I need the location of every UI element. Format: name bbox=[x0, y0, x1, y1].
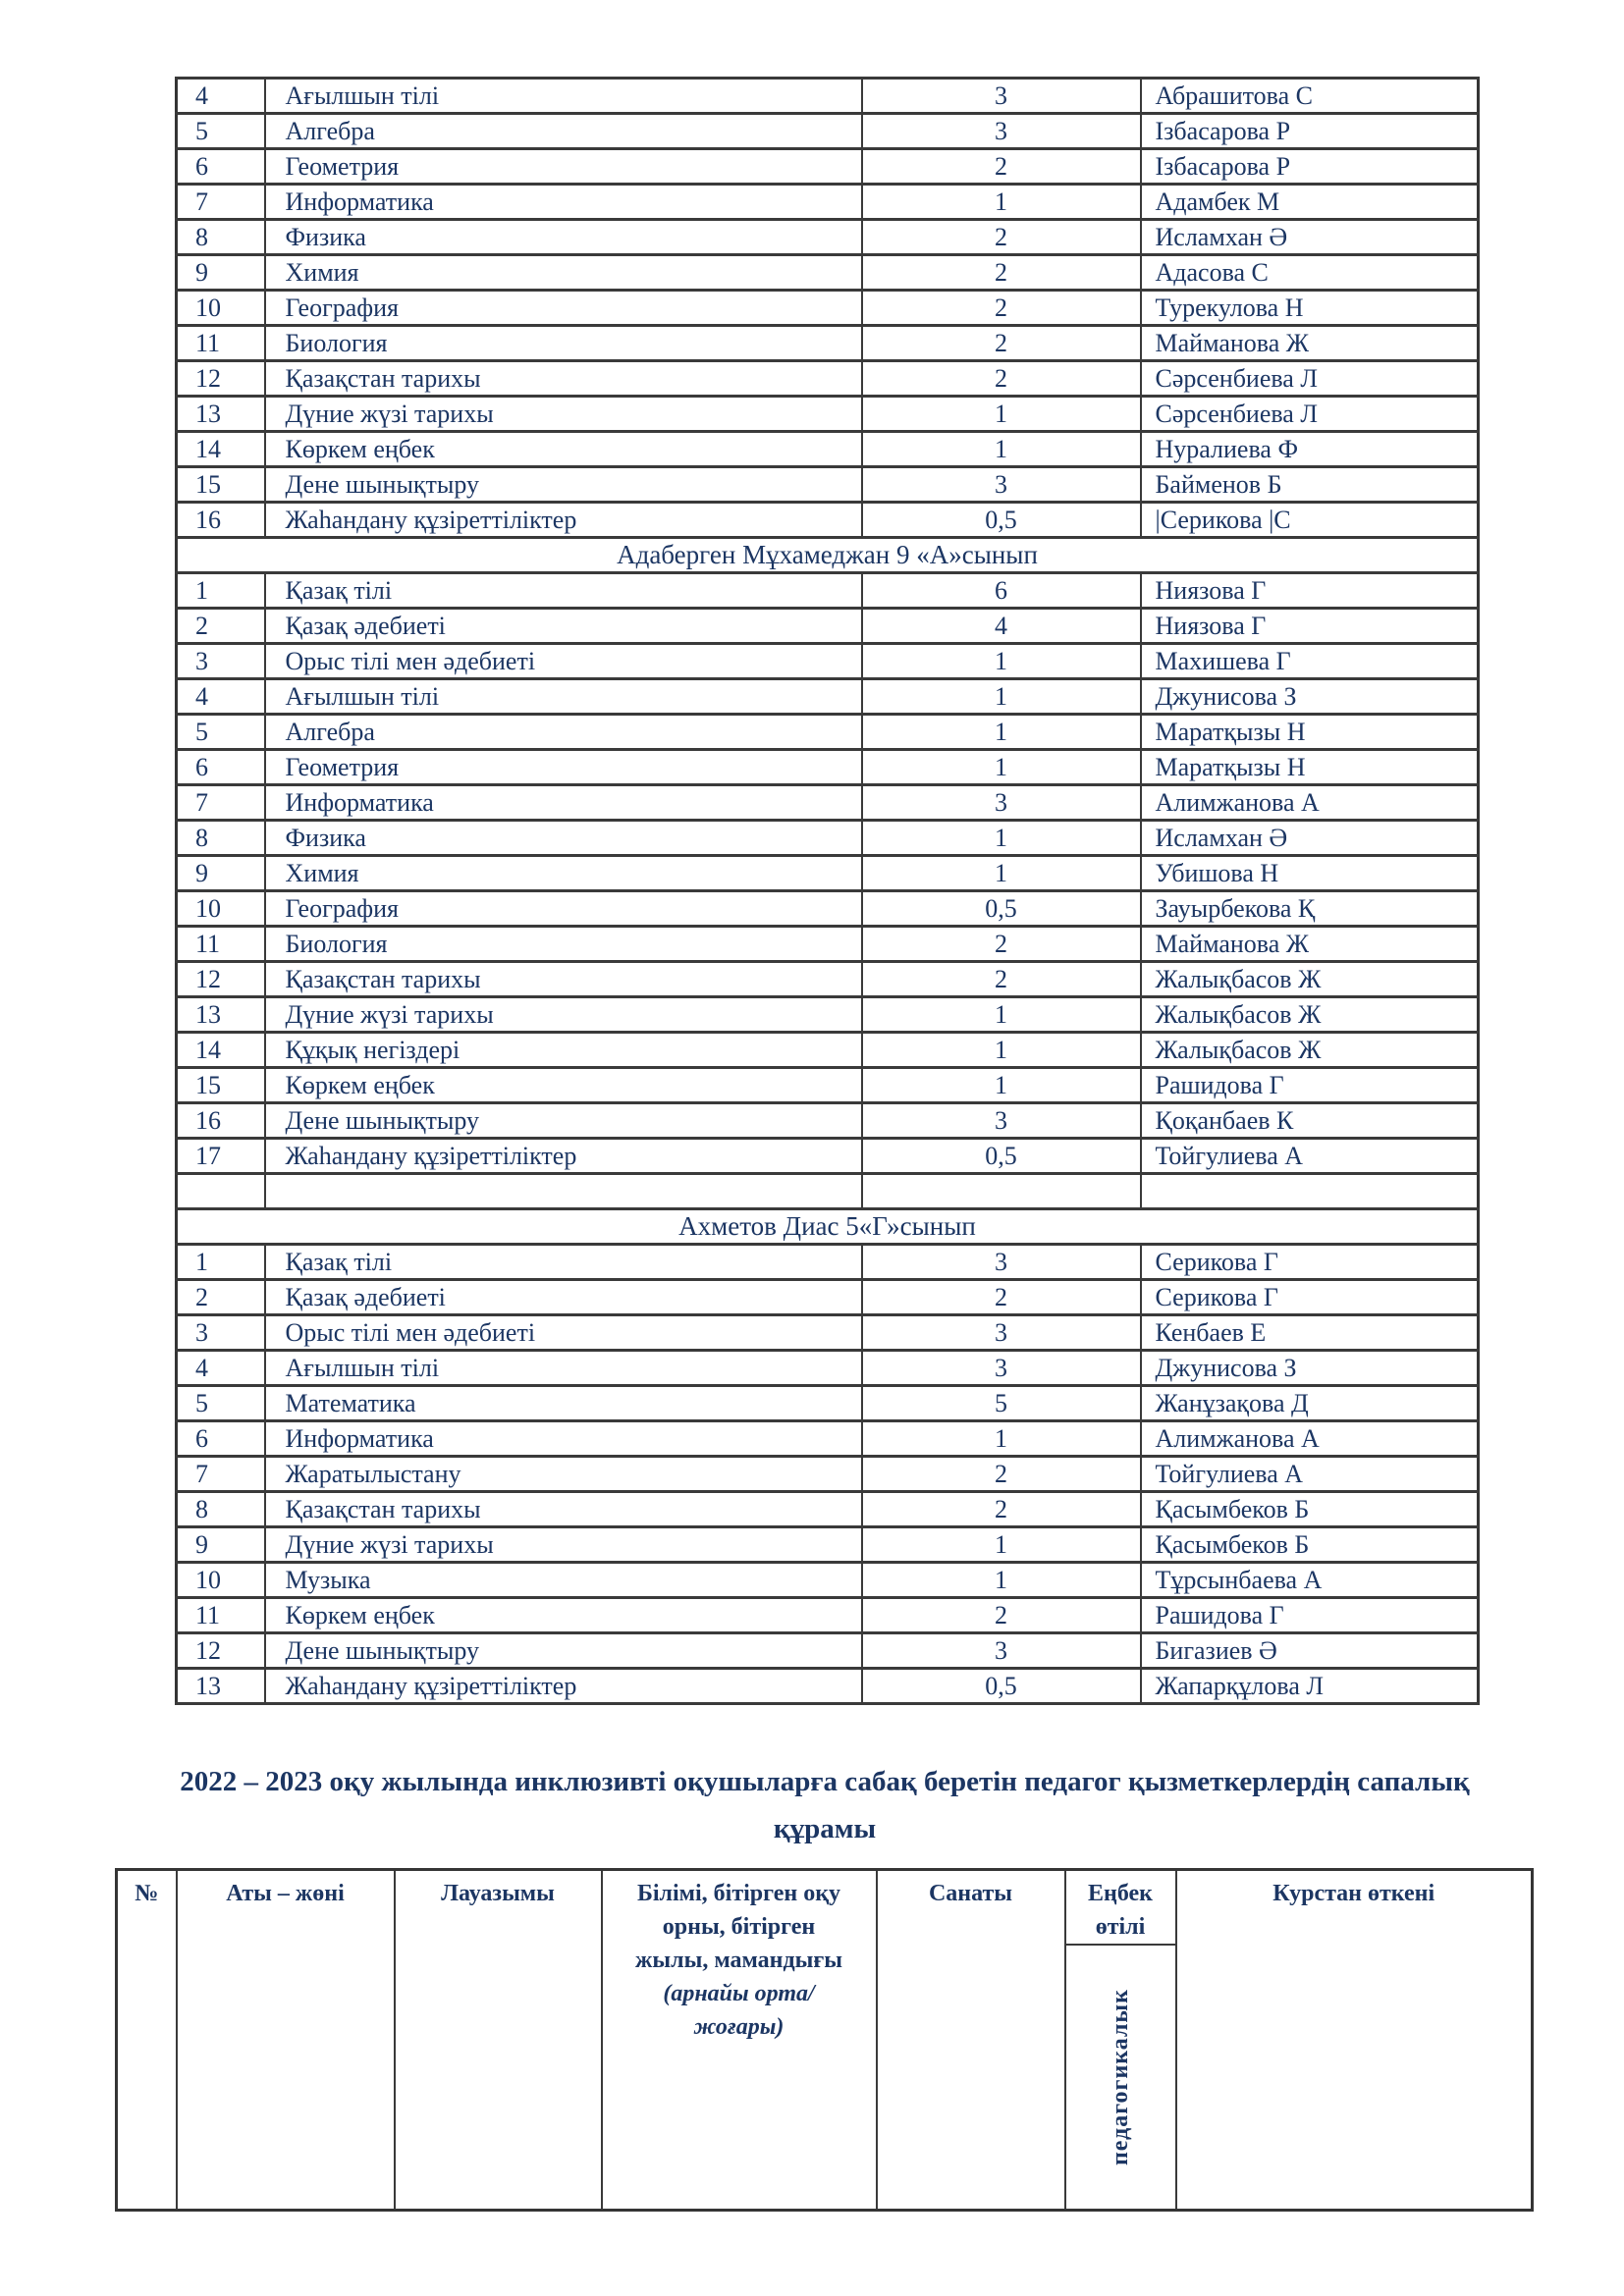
table-row bbox=[177, 114, 1479, 149]
teacher-cell: Тойгулиева А bbox=[1141, 1139, 1479, 1174]
subject-cell: География bbox=[265, 291, 862, 326]
teacher-cell: Маратқызы Н bbox=[1141, 750, 1479, 785]
table-row bbox=[177, 79, 1479, 114]
row-number-cell: 10 bbox=[177, 891, 265, 927]
table-row bbox=[177, 1139, 1479, 1174]
subject-cell: Информатика bbox=[265, 1421, 862, 1457]
teacher-cell: Жалықбасов Ж bbox=[1141, 997, 1479, 1033]
row-number-cell: 11 bbox=[177, 1598, 265, 1633]
table-row bbox=[177, 432, 1479, 467]
subject-cell: Алгебра bbox=[265, 715, 862, 750]
subject-cell: Көркем еңбек bbox=[265, 432, 862, 467]
teacher-cell: Адамбек М bbox=[1141, 185, 1479, 220]
row-number-cell: 10 bbox=[177, 291, 265, 326]
subject-cell: Қазақстан тарихы bbox=[265, 361, 862, 397]
row-number-cell: 13 bbox=[177, 397, 265, 432]
row-number-cell: 16 bbox=[177, 1103, 265, 1139]
teacher-cell: Джунисова З bbox=[1141, 1351, 1479, 1386]
hours-cell: 2 bbox=[862, 255, 1141, 291]
subject-cell: Құқық негіздері bbox=[265, 1033, 862, 1068]
teacher-cell: Қоқанбаев К bbox=[1141, 1103, 1479, 1139]
table-row bbox=[177, 326, 1479, 361]
teacher-cell: Қасымбеков Б bbox=[1141, 1527, 1479, 1563]
section-header: Адаберген Мұхамеджан 9 «А»сынып bbox=[177, 538, 1479, 573]
teacher-cell: Сәрсенбиева Л bbox=[1141, 361, 1479, 397]
hours-cell: 1 bbox=[862, 432, 1141, 467]
hours-cell: 2 bbox=[862, 927, 1141, 962]
teacher-cell: Кенбаев Е bbox=[1141, 1315, 1479, 1351]
hours-cell: 0,5 bbox=[862, 1139, 1141, 1174]
table-row bbox=[177, 1245, 1479, 1280]
hours-cell: 1 bbox=[862, 1527, 1141, 1563]
teacher-cell: |Серикова |С bbox=[1141, 503, 1479, 538]
staff-header-education-note: (арнайы орта/жоғары) bbox=[663, 1981, 815, 2040]
table-row bbox=[177, 1386, 1479, 1421]
teacher-cell: Убишова Н bbox=[1141, 856, 1479, 891]
row-number-cell: 17 bbox=[177, 1139, 265, 1174]
teacher-cell: Рашидова Г bbox=[1141, 1068, 1479, 1103]
row-number-cell: 15 bbox=[177, 1068, 265, 1103]
row-number-cell: 9 bbox=[177, 255, 265, 291]
staff-header-experience: Еңбек өтілі bbox=[1065, 1870, 1176, 1946]
schedule-table bbox=[175, 77, 1480, 1705]
row-number-cell: 16 bbox=[177, 503, 265, 538]
subject-cell: Дүние жүзі тарихы bbox=[265, 997, 862, 1033]
subject-cell: Биология bbox=[265, 927, 862, 962]
row-number-cell: 2 bbox=[177, 1280, 265, 1315]
hours-cell: 1 bbox=[862, 679, 1141, 715]
row-number-cell: 7 bbox=[177, 1457, 265, 1492]
table-row bbox=[177, 679, 1479, 715]
table-row bbox=[177, 1280, 1479, 1315]
subject-cell: Химия bbox=[265, 255, 862, 291]
table-row bbox=[177, 891, 1479, 927]
table-row bbox=[177, 503, 1479, 538]
staff-header-position: Лауазымы bbox=[395, 1870, 602, 2211]
hours-cell: 3 bbox=[862, 1245, 1141, 1280]
teacher-cell: Бигазиев Ә bbox=[1141, 1633, 1479, 1669]
staff-header-name: Аты – жөні bbox=[177, 1870, 395, 2211]
teacher-cell: Ізбасарова Р bbox=[1141, 114, 1479, 149]
teacher-cell: Сәрсенбиева Л bbox=[1141, 397, 1479, 432]
table-row bbox=[177, 927, 1479, 962]
teacher-cell: Адасова С bbox=[1141, 255, 1479, 291]
subject-cell: Қазақ әдебиеті bbox=[265, 1280, 862, 1315]
hours-cell: 2 bbox=[862, 149, 1141, 185]
row-number-cell: 4 bbox=[177, 1351, 265, 1386]
teacher-cell: Жалықбасов Ж bbox=[1141, 962, 1479, 997]
table-row bbox=[177, 220, 1479, 255]
row-number-cell: 5 bbox=[177, 715, 265, 750]
table-row bbox=[177, 1421, 1479, 1457]
teacher-cell: Зауырбекова Қ bbox=[1141, 891, 1479, 927]
staff-header-courses: Курстан өткені bbox=[1176, 1870, 1533, 2211]
row-number-cell: 1 bbox=[177, 573, 265, 609]
row-number-cell: 7 bbox=[177, 785, 265, 821]
teacher-cell: Алимжанова А bbox=[1141, 785, 1479, 821]
hours-cell: 2 bbox=[862, 1492, 1141, 1527]
hours-cell: 3 bbox=[862, 79, 1141, 114]
hours-cell: 5 bbox=[862, 1386, 1141, 1421]
table-row bbox=[177, 644, 1479, 679]
hours-cell: 2 bbox=[862, 361, 1141, 397]
subject-cell: Көркем еңбек bbox=[265, 1068, 862, 1103]
subject-cell: Дүние жүзі тарихы bbox=[265, 1527, 862, 1563]
subject-cell: Ағылшын тілі bbox=[265, 1351, 862, 1386]
hours-cell: 1 bbox=[862, 1033, 1141, 1068]
row-number-cell: 6 bbox=[177, 1421, 265, 1457]
staff-header-category: Санаты bbox=[877, 1870, 1065, 2211]
subject-cell: Қазақ тілі bbox=[265, 573, 862, 609]
table-row bbox=[177, 962, 1479, 997]
row-number-cell: 11 bbox=[177, 927, 265, 962]
section-header: Ахметов Диас 5«Г»сынып bbox=[177, 1209, 1479, 1245]
teacher-cell: Нуралиева Ф bbox=[1141, 432, 1479, 467]
table-row bbox=[177, 856, 1479, 891]
hours-cell: 1 bbox=[862, 997, 1141, 1033]
subject-cell: Қазақ әдебиеті bbox=[265, 609, 862, 644]
teacher-cell: Ниязова Г bbox=[1141, 609, 1479, 644]
subject-cell: Биология bbox=[265, 326, 862, 361]
teacher-cell: Тұрсынбаева А bbox=[1141, 1563, 1479, 1598]
teacher-cell: Турекулова Н bbox=[1141, 291, 1479, 326]
teacher-cell: Жалықбасов Ж bbox=[1141, 1033, 1479, 1068]
table-row bbox=[177, 1598, 1479, 1633]
row-number-cell: 13 bbox=[177, 1669, 265, 1704]
row-number-cell: 12 bbox=[177, 361, 265, 397]
subject-cell: География bbox=[265, 891, 862, 927]
teacher-cell: Исламхан Ә bbox=[1141, 220, 1479, 255]
row-number-cell: 8 bbox=[177, 1492, 265, 1527]
subject-cell: Дүние жүзі тарихы bbox=[265, 397, 862, 432]
hours-cell: 3 bbox=[862, 1351, 1141, 1386]
subject-cell: Дене шынықтыру bbox=[265, 467, 862, 503]
row-number-cell: 6 bbox=[177, 750, 265, 785]
hours-cell: 2 bbox=[862, 291, 1141, 326]
table-row bbox=[177, 785, 1479, 821]
hours-cell: 2 bbox=[862, 326, 1141, 361]
hours-cell: 3 bbox=[862, 1103, 1141, 1139]
teacher-cell bbox=[1141, 1174, 1479, 1209]
table-row bbox=[177, 573, 1479, 609]
subject-cell: Ағылшын тілі bbox=[265, 679, 862, 715]
subject-cell: Қазақ тілі bbox=[265, 1245, 862, 1280]
hours-cell: 1 bbox=[862, 644, 1141, 679]
document-title: 2022 – 2023 оқу жылында инклюзивті оқушыларға сабақ беретін педагог қызметкерлердің сапалық құрамы bbox=[180, 1766, 1470, 1844]
staff-header-row bbox=[117, 1870, 1533, 1946]
subject-cell: Информатика bbox=[265, 785, 862, 821]
row-number-cell: 5 bbox=[177, 1386, 265, 1421]
subject-cell: Қазақстан тарихы bbox=[265, 1492, 862, 1527]
hours-cell: 3 bbox=[862, 467, 1141, 503]
staff-header-num: № bbox=[117, 1870, 177, 2211]
row-number-cell: 2 bbox=[177, 609, 265, 644]
table-row bbox=[177, 821, 1479, 856]
staff-header-experience-sub-label: педагогикалык bbox=[1108, 1988, 1133, 2166]
row-number-cell: 7 bbox=[177, 185, 265, 220]
hours-cell: 1 bbox=[862, 750, 1141, 785]
table-row bbox=[177, 1351, 1479, 1386]
table-row bbox=[177, 1492, 1479, 1527]
schedule-table-body bbox=[177, 79, 1479, 1704]
table-row bbox=[177, 397, 1479, 432]
table-row bbox=[177, 1633, 1479, 1669]
table-row bbox=[177, 1103, 1479, 1139]
hours-cell: 1 bbox=[862, 1563, 1141, 1598]
table-row bbox=[177, 255, 1479, 291]
teacher-cell: Жанұзақова Д bbox=[1141, 1386, 1479, 1421]
subject-cell: Көркем еңбек bbox=[265, 1598, 862, 1633]
row-number-cell: 15 bbox=[177, 467, 265, 503]
row-number-cell: 5 bbox=[177, 114, 265, 149]
hours-cell: 6 bbox=[862, 573, 1141, 609]
teacher-cell: Исламхан Ә bbox=[1141, 821, 1479, 856]
subject-cell: Орыс тілі мен әдебиеті bbox=[265, 1315, 862, 1351]
hours-cell bbox=[862, 1174, 1141, 1209]
subject-cell: Дене шынықтыру bbox=[265, 1633, 862, 1669]
hours-cell: 2 bbox=[862, 1598, 1141, 1633]
hours-cell: 1 bbox=[862, 821, 1141, 856]
staff-header-education bbox=[602, 1870, 877, 2211]
teacher-cell: Ниязова Г bbox=[1141, 573, 1479, 609]
table-row bbox=[177, 1457, 1479, 1492]
subject-cell: Физика bbox=[265, 220, 862, 255]
hours-cell: 1 bbox=[862, 1421, 1141, 1457]
row-number-cell: 14 bbox=[177, 432, 265, 467]
subject-cell: Дене шынықтыру bbox=[265, 1103, 862, 1139]
section-header-row bbox=[177, 1209, 1479, 1245]
subject-cell: Математика bbox=[265, 1386, 862, 1421]
subject-cell: Қазақстан тарихы bbox=[265, 962, 862, 997]
row-number-cell: 9 bbox=[177, 856, 265, 891]
hours-cell: 1 bbox=[862, 715, 1141, 750]
hours-cell: 1 bbox=[862, 856, 1141, 891]
hours-cell: 2 bbox=[862, 1457, 1141, 1492]
hours-cell: 4 bbox=[862, 609, 1141, 644]
teacher-cell: Майманова Ж bbox=[1141, 927, 1479, 962]
table-row bbox=[177, 1527, 1479, 1563]
hours-cell: 0,5 bbox=[862, 503, 1141, 538]
subject-cell: Физика bbox=[265, 821, 862, 856]
teacher-cell: Абрашитова С bbox=[1141, 79, 1479, 114]
staff-header-experience-sub bbox=[1065, 1945, 1176, 2211]
section-header-row bbox=[177, 538, 1479, 573]
hours-cell: 0,5 bbox=[862, 1669, 1141, 1704]
subject-cell: Химия bbox=[265, 856, 862, 891]
hours-cell: 2 bbox=[862, 220, 1141, 255]
teacher-cell: Жапарқұлова Л bbox=[1141, 1669, 1479, 1704]
hours-cell: 3 bbox=[862, 1315, 1141, 1351]
teacher-cell: Байменов Б bbox=[1141, 467, 1479, 503]
row-number-cell bbox=[177, 1174, 265, 1209]
subject-cell: Жаһандану құзіреттіліктер bbox=[265, 503, 862, 538]
teacher-cell: Ізбасарова Р bbox=[1141, 149, 1479, 185]
row-number-cell: 1 bbox=[177, 1245, 265, 1280]
table-row bbox=[177, 997, 1479, 1033]
table-row bbox=[177, 1669, 1479, 1704]
row-number-cell: 12 bbox=[177, 1633, 265, 1669]
row-number-cell: 10 bbox=[177, 1563, 265, 1598]
teacher-cell: Тойгулиева А bbox=[1141, 1457, 1479, 1492]
rotated-label-wrap bbox=[1066, 1946, 1175, 2209]
row-number-cell: 13 bbox=[177, 997, 265, 1033]
teacher-cell: Серикова Г bbox=[1141, 1245, 1479, 1280]
teacher-cell: Джунисова З bbox=[1141, 679, 1479, 715]
subject-cell: Музыка bbox=[265, 1563, 862, 1598]
hours-cell: 1 bbox=[862, 185, 1141, 220]
table-row bbox=[177, 1174, 1479, 1209]
row-number-cell: 11 bbox=[177, 326, 265, 361]
teacher-cell: Қасымбеков Б bbox=[1141, 1492, 1479, 1527]
row-number-cell: 6 bbox=[177, 149, 265, 185]
table-row bbox=[177, 1033, 1479, 1068]
hours-cell: 0,5 bbox=[862, 891, 1141, 927]
row-number-cell: 12 bbox=[177, 962, 265, 997]
row-number-cell: 4 bbox=[177, 679, 265, 715]
row-number-cell: 9 bbox=[177, 1527, 265, 1563]
subject-cell: Геометрия bbox=[265, 149, 862, 185]
hours-cell: 3 bbox=[862, 1633, 1141, 1669]
table-row bbox=[177, 361, 1479, 397]
hours-cell: 3 bbox=[862, 114, 1141, 149]
table-row bbox=[177, 291, 1479, 326]
table-row bbox=[177, 1068, 1479, 1103]
row-number-cell: 14 bbox=[177, 1033, 265, 1068]
row-number-cell: 3 bbox=[177, 1315, 265, 1351]
table-row bbox=[177, 185, 1479, 220]
teacher-cell: Махишева Г bbox=[1141, 644, 1479, 679]
row-number-cell: 8 bbox=[177, 821, 265, 856]
table-row bbox=[177, 750, 1479, 785]
teacher-cell: Рашидова Г bbox=[1141, 1598, 1479, 1633]
hours-cell: 3 bbox=[862, 785, 1141, 821]
hours-cell: 1 bbox=[862, 397, 1141, 432]
staff-table bbox=[115, 1868, 1534, 2212]
table-row bbox=[177, 1563, 1479, 1598]
hours-cell: 1 bbox=[862, 1068, 1141, 1103]
subject-cell: Орыс тілі мен әдебиеті bbox=[265, 644, 862, 679]
subject-cell: Информатика bbox=[265, 185, 862, 220]
row-number-cell: 8 bbox=[177, 220, 265, 255]
teacher-cell: Серикова Г bbox=[1141, 1280, 1479, 1315]
table-row bbox=[177, 149, 1479, 185]
subject-cell: Алгебра bbox=[265, 114, 862, 149]
subject-cell bbox=[265, 1174, 862, 1209]
subject-cell: Жаратылыстану bbox=[265, 1457, 862, 1492]
table-row bbox=[177, 1315, 1479, 1351]
table-row bbox=[177, 715, 1479, 750]
table-row bbox=[177, 467, 1479, 503]
subject-cell: Геометрия bbox=[265, 750, 862, 785]
teacher-cell: Маратқызы Н bbox=[1141, 715, 1479, 750]
hours-cell: 2 bbox=[862, 962, 1141, 997]
row-number-cell: 4 bbox=[177, 79, 265, 114]
hours-cell: 2 bbox=[862, 1280, 1141, 1315]
subject-cell: Жаһандану құзіреттіліктер bbox=[265, 1669, 862, 1704]
subject-cell: Жаһандану құзіреттіліктер bbox=[265, 1139, 862, 1174]
staff-header-education-main: Білімі, бітірген оқу орны, бітірген жылы, мамандығы bbox=[634, 1881, 843, 1973]
teacher-cell: Алимжанова А bbox=[1141, 1421, 1479, 1457]
teacher-cell: Майманова Ж bbox=[1141, 326, 1479, 361]
row-number-cell: 3 bbox=[177, 644, 265, 679]
subject-cell: Ағылшын тілі bbox=[265, 79, 862, 114]
table-row bbox=[177, 609, 1479, 644]
